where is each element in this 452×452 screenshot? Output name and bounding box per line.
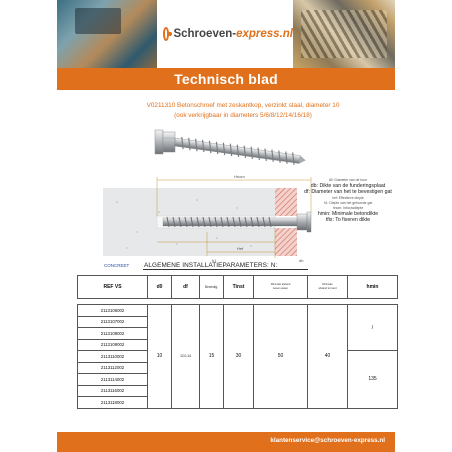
col-header-hmin: hmin [348, 276, 398, 299]
min-axis-distance-cell: 50 [254, 305, 308, 409]
header-photo-tools [57, 0, 157, 68]
d0-cell: 10 [148, 305, 172, 409]
col-header-line: tussen assen [272, 287, 289, 290]
hmin-cell-bottom: 135 [348, 351, 398, 409]
material-label: CONCREET [104, 263, 130, 268]
col-header-tinst: Tinst [224, 276, 254, 299]
ref-cell: 2113108002 [78, 328, 148, 340]
ref-cell: 2113112002 [78, 362, 148, 374]
ref-cell: 2113116002 [78, 385, 148, 397]
legend-item: db: Dikte van de funderingsplaat [310, 183, 386, 189]
screw-drawing [151, 124, 311, 174]
legend-item: df: Diameter van het te bevestigen gat [304, 189, 392, 196]
legend-item: tfix: To fixeren dikte [325, 216, 371, 223]
screw-shank [174, 136, 306, 166]
dimension-legend [301, 178, 395, 223]
technical-sheet-page [57, 0, 395, 452]
col-header-d0: d0 [148, 276, 172, 299]
col-header-fixing: Bevestig. [200, 276, 224, 299]
min-edge-distance-cell: 40 [308, 305, 348, 409]
logo-icon [163, 27, 169, 41]
header-banner [57, 0, 395, 68]
ref-cell: 2113114002 [78, 374, 148, 386]
logo-text-primary: Schroeven- [173, 28, 237, 40]
installation-parameters-table [77, 275, 398, 409]
legend-item: hnom: Inbouwdiepte [332, 205, 364, 210]
col-header-line: Minimale afstand [270, 283, 291, 287]
fixing-cell: 15 [200, 305, 224, 409]
col-header-df: df [172, 276, 200, 299]
table-row [78, 305, 398, 317]
ref-cell: 2113110002 [78, 351, 148, 363]
title-band [57, 68, 395, 90]
col-header-ref: REF VS [78, 276, 148, 299]
tinst-cell: 30 [224, 305, 254, 409]
ref-cell: 2113109002 [78, 339, 148, 351]
header-photo-screws [293, 0, 395, 68]
logo-text-accent: express.nl [236, 28, 293, 40]
ref-cell: 2113107002 [78, 316, 148, 328]
logo-text [173, 28, 293, 40]
screw-head [155, 130, 175, 154]
installation-section-drawing [97, 172, 317, 264]
customer-service-email-link[interactable]: klantenservice@schroeven-express.nl [270, 437, 385, 444]
hmin-cell-top: / [348, 305, 398, 351]
col-header-line: Minimale [322, 283, 333, 287]
dim-hef-label: Hef [237, 246, 244, 251]
table-header-row [78, 276, 398, 299]
brand-logo[interactable] [157, 0, 293, 68]
col-header-min-edge-distance [308, 276, 348, 299]
params-divider [143, 269, 308, 270]
df-cell: 12.0-14 [172, 305, 200, 409]
legend-item: hmin: Minimale betondikte [317, 210, 379, 217]
col-header-line: afstand tot rand [318, 287, 337, 290]
page-title: Technisch blad [174, 71, 278, 87]
ref-cell: 2113106002 [78, 305, 148, 317]
legend-item: d0: Diameter van de boor [328, 178, 368, 182]
legend-item: hef: Effectieve diepte [332, 195, 364, 200]
dim-h1-label: h1 [212, 258, 217, 263]
col-header-min-axis-distance [254, 276, 308, 299]
footer-band [57, 432, 395, 452]
product-description: V0211310 Betonschroef met zeskantkop, verzinkt staal, diameter 10 (ook verkrijgbaar in diameters 5/6/8/12/14/16/18) [146, 102, 340, 119]
ref-cell: 2113118002 [78, 397, 148, 409]
params-title: ALGEMENE INSTALLATIEPARAMETERS: N: [144, 262, 278, 269]
legend-item: h1: Diepte van het geboorde gat [323, 200, 373, 205]
dim-hnom-label: Hnom [234, 174, 245, 179]
dim-db-label: db [299, 258, 304, 263]
